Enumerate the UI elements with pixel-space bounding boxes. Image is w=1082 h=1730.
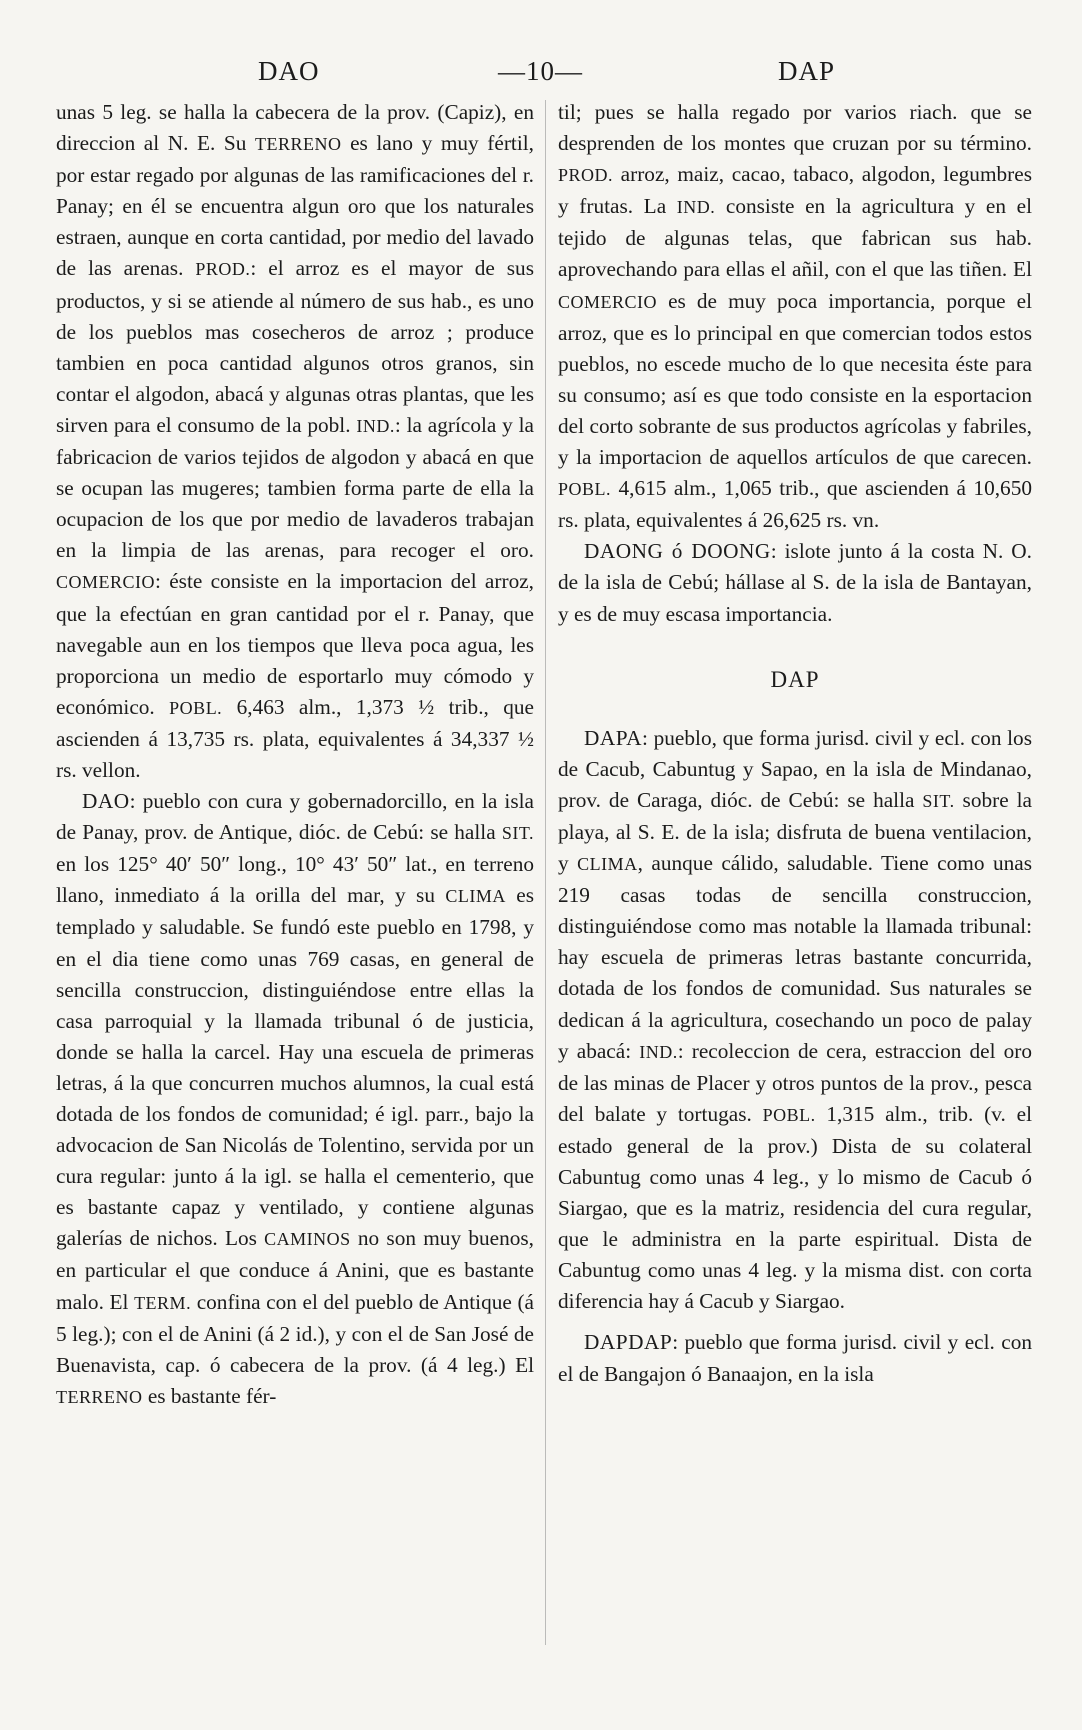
small-caps-term: POBL. — [169, 697, 223, 718]
running-head-right: DAP — [778, 56, 836, 86]
text-run: : pueblo que forma jurisd. civil y ecl. con el de Bangajon ó Banaajon, en la isla — [558, 1330, 1032, 1386]
text-run: 6,463 alm., 1,373 ½ trib., que ascienden á 13,735 rs. plata, equivalentes á 34,337 ½ rs. vellon. — [56, 694, 534, 782]
small-caps-term: CLIMA — [577, 854, 638, 875]
small-caps-term: TERRENO — [255, 134, 342, 155]
entry-daong — [558, 536, 1032, 629]
entry-dapa — [558, 723, 1032, 1318]
entry-dapdap — [558, 1327, 1032, 1389]
continued-entry-paragraph — [558, 97, 1032, 536]
small-caps-term: POBL. — [558, 479, 612, 500]
text-run: : islote junto á la costa N. O. de la isla de Cebú; hállase al S. de la isla de Bantayan, y es de muy escasa importancia. — [558, 539, 1032, 626]
text-run: : el arroz es el mayor de sus productos, y si se atiende al número de sus hab., es uno de los pueblos mas cosecheros de arroz ; produce tambien en poca cantidad algunos otros granos, sin contar el algodon, abacá y algunas otras plantas, que les sirven para el consumo de la pobl. — [56, 256, 534, 437]
running-head-left: DAO — [258, 56, 320, 86]
spacer — [558, 1317, 1032, 1327]
small-caps-term: TERM. — [134, 1292, 192, 1313]
text-run: , aunque cálido, saludable. Tiene como unas 219 casas todas de sencilla construccion, distinguiéndose como mas notable la llamada tribunal: hay escuela de primeras letras bastante concurrida, dotada de los fondos de comunidad. Sus naturales se dedican á la agricultura, cosechando un poco de palay y abacá: — [558, 851, 1032, 1063]
entry-headword: DAPDAP — [584, 1330, 673, 1355]
text-run: til; pues se halla regado por varios riach. que se desprenden de los montes que cruzan por su término. — [558, 100, 1032, 156]
small-caps-term: IND. — [676, 197, 716, 218]
text-run: : éste consiste en la importacion del arroz, que la efectúan en gran cantidad por el r. Panay, que navegable aun en los tiempos que lleva poca agua, les proporciona un medio de esportarlo muy cómodo y económico. — [56, 569, 534, 719]
entry-headword: DAONG ó DOONG — [584, 539, 771, 564]
small-caps-term: TERRENO — [56, 1386, 143, 1407]
small-caps-term: POBL. — [762, 1104, 816, 1125]
column-divider — [545, 100, 546, 1645]
text-run: es lano y muy fértil, por estar regado por algunas de las ramificaciones del r. Panay; en él se encuentra algun oro que los naturales estraen, aunque en corta cantidad, por medio del lavado de las arenas. — [56, 131, 534, 281]
continued-entry-paragraph — [56, 97, 534, 786]
page-number: —10— — [498, 56, 583, 86]
text-run: : pueblo, que forma jurisd. civil y ecl. con los de Cacub, Cabuntug y Sapao, en la isla de Mindanao, prov. de Caraga, dióc. de Cebú: se halla — [558, 725, 1032, 812]
text-run: en los 125° 40′ 50″ long., 10° 43′ 50″ lat., en terreno llano, inmediato á la orilla del mar, y su — [56, 852, 534, 908]
small-caps-term: PROD. — [558, 165, 614, 186]
small-caps-term: SIT. — [922, 790, 955, 811]
text-run: : la agrícola y la fabricacion de varios tejidos de algodon y abacá en que se ocupan las mugeres; tambien forma parte de ella la ocupacion de los que por medio de lavaderos trabajan en la limpia de las arenas, para recoger el oro. — [56, 412, 534, 563]
small-caps-term: SIT. — [501, 823, 534, 844]
small-caps-term: CLIMA — [445, 886, 506, 907]
text-run: confina con el del pueblo de Antique (á 5 leg.); con el de Anini (á 2 id.), y con el de San José de Buenavista, cap. ó cabecera de la prov. (á 4 leg.) El — [56, 1289, 535, 1377]
text-run: 1,315 alm., trib. (v. el estado general de la prov.) Dista de su colateral Cabuntug como unas 4 leg., y lo mismo de Cacub ó Siargao, que es la matriz, residencia del cura regular, que le administra en la parte espiritual. Dista de Cabuntug como unas 4 leg. y la misma dist. con corta diferencia hay á Cacub y Siargao. — [558, 1101, 1032, 1314]
text-run: unas 5 leg. se halla la cabecera de la prov. (Capiz), en direccion al N. E. Su — [56, 100, 534, 156]
small-caps-term: PROD. — [195, 259, 251, 280]
text-run: consiste en la agricultura y en el tejido de algunas telas, que fabrican sus hab. aprovechando para ellas el añil, con el que las tiñen. El — [558, 194, 1032, 282]
text-run: es templado y saludable. Se fundó este pueblo en 1798, y en el dia tiene como unas 769 casas, en general de sencilla construccion, distinguiéndose entre ellas la casa parroquial y la llamada tribunal ó de justicia, donde se halla la carcel. Hay una escuela de primeras letras, á la que concurren muchos alumnos, la cual está dotada de los fondos de comunidad; é igl. parr., bajo la advocacion de San Nicolás de Tolentino, servida por un cura regular: junto á la igl. se halla el cementerio, que es bastante capaz y ventilado, y contiene algunas galerías de nichos. Los — [56, 883, 534, 1251]
entry-headword: DAPA — [584, 725, 643, 750]
small-caps-term: CAMINOS — [264, 1229, 351, 1250]
section-heading: DAP — [770, 666, 820, 692]
small-caps-term: COMERCIO — [558, 291, 658, 312]
entry-dao — [56, 786, 534, 1413]
text-run: : pueblo con cura y gobernadorcillo, en la isla de Panay, prov. de Antique, dióc. de Cebú: se halla — [56, 789, 534, 845]
text-run: es de muy poca importancia, porque el arroz, que es lo principal en que comercian todos estos pueblos, no escede mucho de lo que necesita éste para su consumo; así es que todo consiste en la esportacion del corto sobrante de sus productos agrícolas y fabriles, y la importacion de aquellos artículos de que carecen. — [558, 288, 1032, 470]
left-column — [56, 97, 534, 1413]
page-header — [58, 56, 1038, 96]
text-run: 4,615 alm., 1,065 trib., que ascienden á 10,650 rs. plata, equivalentes á 26,625 rs. vn. — [558, 476, 1032, 533]
text-run: sobre la playa, al S. E. de la isla; disfruta de buena ventilacion, y — [558, 787, 1032, 876]
text-run: no son muy buenos, en particular el que conduce á Anini, que es bastante malo. El — [56, 1226, 534, 1314]
text-run: arroz, maiz, cacao, tabaco, algodon, legumbres y frutas. La — [558, 162, 1032, 219]
entry-headword: DAO — [82, 789, 130, 814]
small-caps-term: COMERCIO — [56, 572, 156, 593]
small-caps-term: IND. — [639, 1041, 678, 1062]
small-caps-term: IND. — [356, 415, 395, 436]
right-column — [558, 97, 1032, 1390]
text-run: es bastante fér- — [142, 1383, 277, 1408]
text-run: : recoleccion de cera, estraccion del oro de las minas de Placer y otros puntos de la prov., pesca del balate y tortugas. — [558, 1038, 1032, 1126]
